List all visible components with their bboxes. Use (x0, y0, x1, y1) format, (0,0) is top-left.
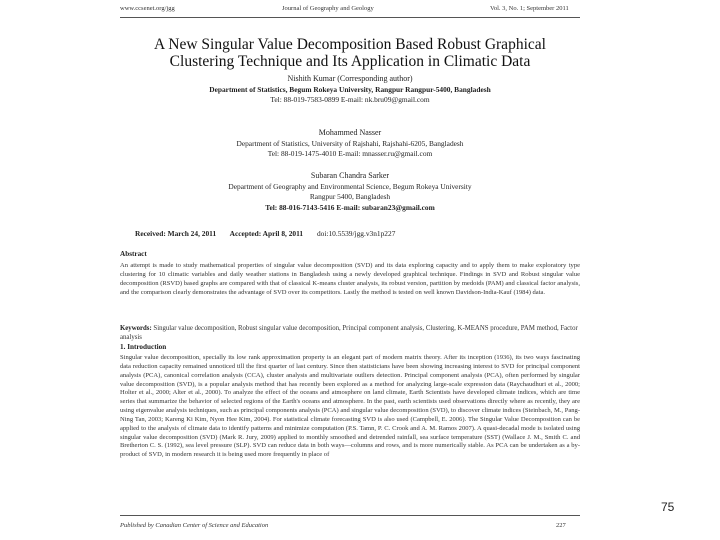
author-affiliation: Department of Geography and Environmental Science, Begum Rokeya University (228, 181, 472, 191)
author-contact: Tel: 88-019-7583-0899 E-mail: nk.bru09@gmail.com (270, 95, 430, 104)
abstract-text: An attempt is made to study mathematical properties of singular value decomposition (SVD) and its data exploring capacity and to apply them to make exploratory type clustering for 10 climatic variables and daily weather stations in Bangladesh using a newly developed graphical technique. Findings in SVD and Robust singular value decomposition (RSVD) based graphs are compared with that of classical K-means cluster analysis, its robust version, partition by medoids (PAM) and classical factor analysis, and the comparison clearly demonstrates the advantage of SVD over its competitors. Lastly the method is tested on well known Davidson-India-Kauf (1984) data. (120, 262, 580, 296)
author-contact: Tel: 88-016-7143-5416 E-mail: subaran23@gmail.com (265, 202, 435, 212)
header-website: www.ccsenet.org/jgg (120, 5, 175, 12)
header-volume: Vol. 3, No. 1; September 2011 (490, 5, 569, 12)
intro-heading: 1. Introduction (120, 343, 167, 351)
keywords (120, 324, 580, 342)
title-line-1: A New Singular Value Decomposition Based Robust Graphical (154, 36, 546, 53)
author-block-2 (140, 128, 560, 160)
footer-divider (120, 515, 580, 516)
footer-page-number: 227 (556, 522, 566, 529)
author-name: Nishith Kumar (Corresponding author) (287, 74, 413, 83)
header-divider (120, 17, 580, 18)
title-line-2: Clustering Technique and Its Application in Climatic Data (169, 53, 531, 70)
keywords-text: Singular value decomposition, Robust singular value decomposition, Principal component analysis, Clustering, K-MEANS procedure, PAM method, Factor analysis (120, 325, 578, 341)
author-affiliation: Department of Statistics, Begum Rokeya University, Rangpur Rangpur-5400, Bangladesh (209, 84, 491, 94)
author-block-1 (140, 74, 560, 106)
abstract-heading: Abstract (120, 250, 147, 258)
author-name: Subaran Chandra Sarker (310, 171, 390, 180)
author-affiliation: Department of Statistics, University of Rajshahi, Rajshahi-6205, Bangladesh (236, 138, 464, 148)
doi-link[interactable]: doi:10.5539/jgg.v3n1p227 (316, 229, 396, 238)
received-date: Received: March 24, 2011 (135, 229, 217, 238)
footer-publisher: Published by Canadian Center of Science and Education (120, 522, 269, 529)
author-block-3 (140, 171, 560, 213)
author-address: Rangpur 5400, Bangladesh (309, 192, 391, 201)
paper-title (120, 36, 580, 70)
slide-number: 75 (661, 500, 675, 514)
intro-text: Singular value decomposition, specially its low rank approximation property is an elegant part of modern matrix theory. After its inception (1936), its two ways fascinating data reduction capacity remained unnoticed till the first quarter of last century. Since then statisticians have been showing increasing interest to SVD for principal component analysis (PCA), canonical correlation analysis (CCA), cluster analysis and multivariate outliers detection. Principal component analysis (PCA), often performed by singular value decomposition (SVD), is a popular analysis method that has recently been explored as a method for analyzing large-scale expression data (Raychaudhuri et al., 2000; Holter et al., 2000; Alter et al., 2000). To analyze the effect of the oceans and atmosphere on land climate, Earth Scientists have developed climate indices, which are time series that summarize the behavior of selected regions of the Earth's oceans and atmosphere. In the past, earth scientists used observations directly where as recently, they are using eigenvalue analysis techniques, such as principal components analysis (PCA) and singular value decomposition (SVD), to discover climate indices (Steinbach, M., Pang-Ning Tan, 2003; Kareng Ki Kim, Nyon Hee Kim, 2004). For statistical climate forecasting SVD is also used (Campbell, E. 2006). The Singular Value Decomposition can be applied to the analysis of climate data to identify patterns and minimize computation (P.S. Tamn, P. C. Crook and A. M. Ramos 2007). A quasi-decadal mode is isolated using singular value decomposition (SVD) (Mark R. Jury, 2009) applied to monthly smoothed and detrended rainfall, sea surface temperature (SST) (Wallace J. M., Smith C. and Bretherton C. S. (1992), sea level pressure (SLP). SVD can reduce data in both ways—columns and rows, and is more numerically stable. As PCA can be undertaken as a by-product of SVD, in modern research it is being used more frequently in place of (120, 354, 580, 459)
header-journal: Journal of Geography and Geology (282, 5, 374, 12)
keywords-label: Keywords: (120, 325, 152, 332)
article-dates (135, 229, 407, 238)
author-name: Mohammed Nasser (318, 128, 382, 137)
accepted-date: Accepted: April 8, 2011 (229, 229, 304, 238)
author-contact: Tel: 88-019-1475-4010 E-mail: mnasser.ru@gmail.com (267, 149, 433, 158)
